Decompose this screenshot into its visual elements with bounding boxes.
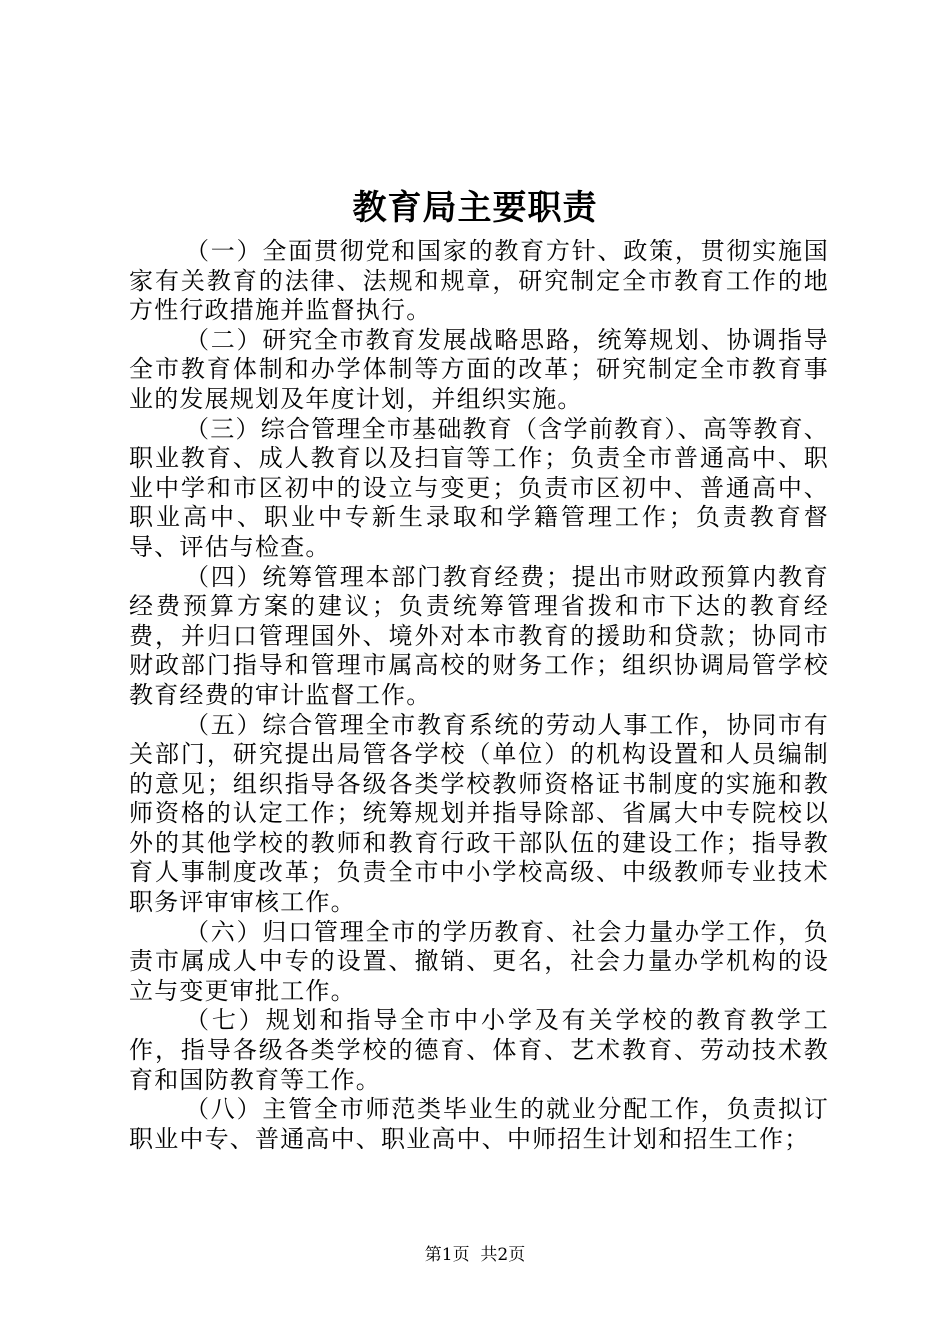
paragraph-3: （三）综合管理全市基础教育（含学前教育）、高等教育、职业教育、成人教育以及扫盲等工作；负责全市普通高中、职业中学和市区初中的设立与变更；负责市区初中、普通高中、职业高中、职业中专新生录取和学籍管理工作；负责教育督导、评估与检查。: [129, 414, 829, 561]
paragraph-7: （七）规划和指导全市中小学及有关学校的教育教学工作，指导各级各类学校的德育、体育、艺术教育、劳动技术教育和国防教育等工作。: [129, 1006, 829, 1094]
paragraph-8: （八）主管全市师范类毕业生的就业分配工作，负责拟订职业中专、普通高中、职业高中、中师招生计划和招生工作；: [129, 1095, 829, 1153]
paragraph-4: （四）统筹管理本部门教育经费；提出市财政预算内教育经费预算方案的建议；负责统筹管理省拨和市下达的教育经费，并归口管理国外、境外对本市教育的援助和贷款；协同市财政部门指导和管理市属高校的财务工作；组织协调局管学校教育经费的审计监督工作。: [129, 562, 829, 709]
paragraph-1: （一）全面贯彻党和国家的教育方针、政策，贯彻实施国家有关教育的法律、法规和规章，研究制定全市教育工作的地方性行政措施并监督执行。: [129, 237, 829, 325]
paragraph-2: （二）研究全市教育发展战略思路，统筹规划、协调指导全市教育体制和办学体制等方面的改革；研究制定全市教育事业的发展规划及年度计划，并组织实施。: [129, 325, 829, 413]
document-title: 教育局主要职责: [352, 188, 598, 228]
page-footer: [0, 1243, 950, 1267]
paragraph-6: （六）归口管理全市的学历教育、社会力量办学工作，负责市属成人中专的设置、撤销、更名，社会力量办学机构的设立与变更审批工作。: [129, 917, 829, 1005]
paragraph-5: （五）综合管理全市教育系统的劳动人事工作，协同市有关部门，研究提出局管各学校（单位）的机构设置和人员编制的意见；组织指导各级各类学校教师资格证书制度的实施和教师资格的认定工作；统筹规划并指导除部、省属大中专院校以外的其他学校的教师和教育行政干部队伍的建设工作；指导教育人事制度改革；负责全市中小学校高级、中级教师专业技术职务评审审核工作。: [129, 710, 829, 917]
document-body: [129, 237, 829, 1154]
page-number: 第1页: [424, 1245, 470, 1265]
page-total: 共2页: [480, 1245, 526, 1265]
